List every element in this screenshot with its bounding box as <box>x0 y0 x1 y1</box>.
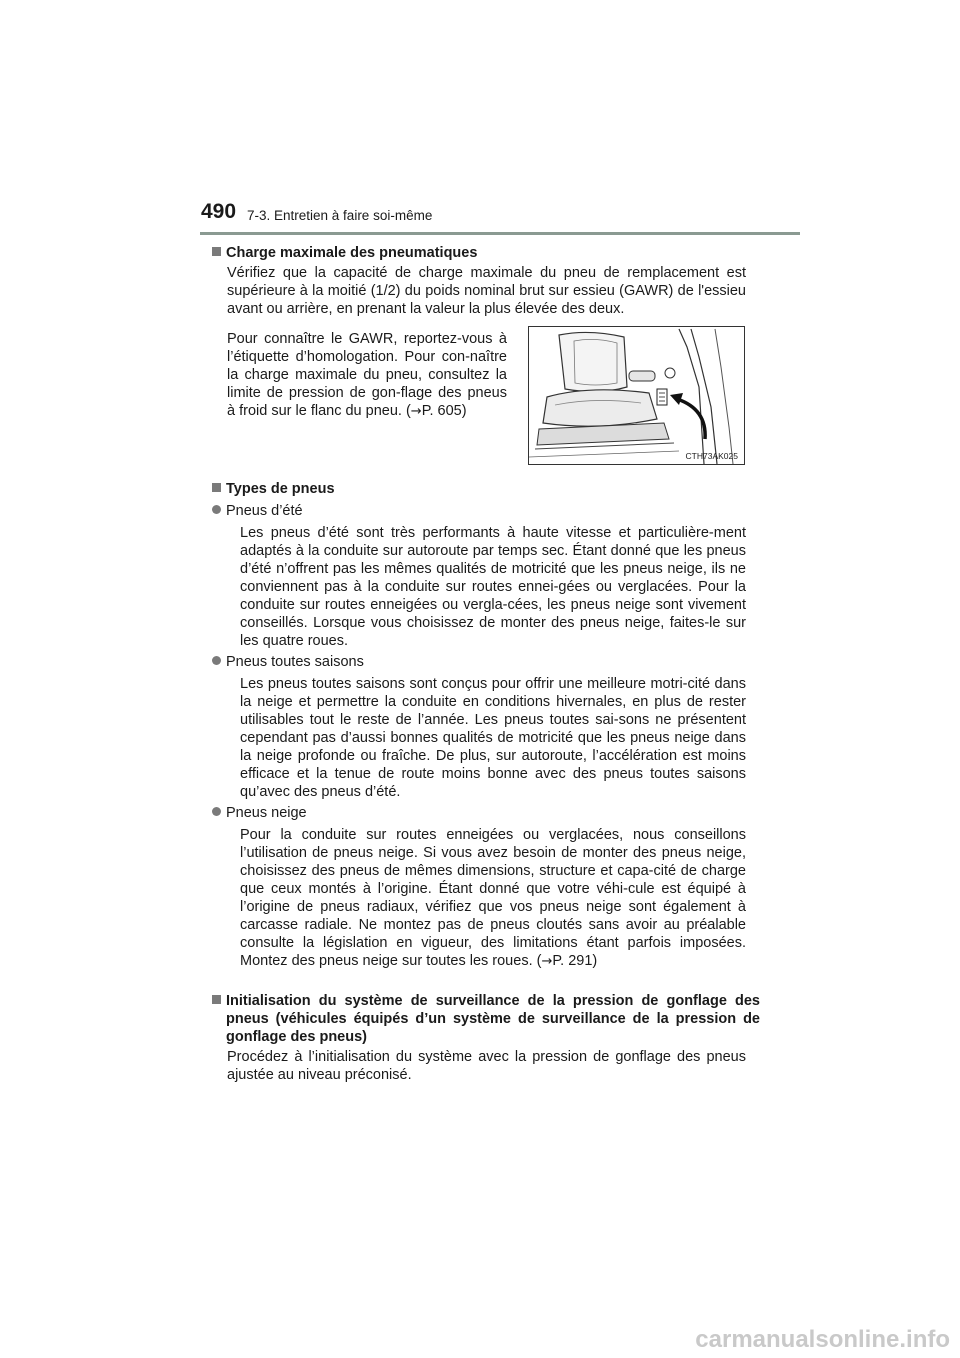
page-number: 490 <box>201 200 237 223</box>
seat-illustration <box>529 327 744 464</box>
snow-text <box>240 826 746 971</box>
arrow-icon: → <box>410 404 422 419</box>
charge-heading-text: Charge maximale des pneumatiques <box>226 245 478 261</box>
charge-heading <box>212 244 477 262</box>
arrow-icon: → <box>541 954 553 969</box>
init-heading-text: Initialisation du système de surveillance de la pression de gonflage des pneus (véhicules équipés d’un système de surveillance de la pression de gonflage des pneus) <box>226 993 760 1045</box>
charge-side-text-main: Pour connaître le GAWR, reportez-vous à l’étiquette d’homologation. Pour con-naître la charge maximale du pneu, consultez la limite de pression de gon-flage des pneus à froid sur le flanc du pneu. ( <box>227 331 507 419</box>
watermark: carmanualsonline.info <box>695 1326 950 1353</box>
summer-text: Les pneus d’été sont très performants à haute vitesse et particulière-ment adaptés à la conduite sur autoroute par temps sec. Étant donné que les pneus d’été n’offrent pas les mêmes qualités de motricité que les pneus neige, ils ne conviennent pas à la conduite sur routes ennei-gées ou verglacées. Pour la conduite sur routes enneigées ou vergla-cées, les pneus neige sont vivement conseillés. Lorsque vous choisissez de monter des pneus neige, faites-le sur les quatre roues. <box>240 525 746 649</box>
round-bullet-icon <box>212 656 221 665</box>
allseason-label: Pneus toutes saisons <box>226 654 364 670</box>
allseason-bullet <box>212 653 364 671</box>
snow-text-main: Pour la conduite sur routes enneigées ou verglacées, nous conseillons l’utilisation de pneus neige. Si vous avez besoin de monter des pneus neige, choisissez des pneus de mêmes dimensions, structure et capa-cité de charge que ceux montés à l’origine. Étant donné que votre véhi-cule est équipé à l’origine de pneus radiaux, vérifiez que vos pneus neige sont également à carcasse radiale. Ne montez pas de pneus cloutés sans avoir au préalable consulte la législation en vigueur, des limitations étant parfois imposées. Montez des pneus neige sur toutes les roues. ( <box>240 827 746 969</box>
charge-body: Vérifiez que la capacité de charge maximale du pneu de remplacement est supérieure à la moitié (1/2) du poids nominal brut sur essieu (GAWR) de l'essieu avant ou arrière, en prenant la valeur la plus élevée des deux. <box>227 265 746 317</box>
square-bullet-icon <box>212 247 221 256</box>
summer-label: Pneus d’été <box>226 503 303 519</box>
init-body: Procédez à l’initialisation du système avec la pression de gonflage des pneus ajustée au niveau préconisé. <box>227 1049 746 1083</box>
charge-side-ref: P. 605) <box>421 403 467 419</box>
round-bullet-icon <box>212 807 221 816</box>
types-heading <box>212 480 335 498</box>
charge-side-text <box>227 330 507 421</box>
round-bullet-icon <box>212 505 221 514</box>
seat-label-figure <box>528 326 745 465</box>
types-heading-text: Types de pneus <box>226 481 335 497</box>
figure-code: CTH73AK025 <box>685 451 738 461</box>
snow-bullet <box>212 804 307 822</box>
snow-label: Pneus neige <box>226 805 307 821</box>
init-heading <box>212 992 760 1046</box>
summer-bullet <box>212 502 303 520</box>
section-title: 7-3. Entretien à faire soi-même <box>247 208 433 223</box>
header-rule <box>200 232 800 235</box>
allseason-text: Les pneus toutes saisons sont conçus pour offrir une meilleure motri-cité dans la neige et permettre la conduite en conditions hivernales, en plus de rester utilisables tout le reste de l’année. Les pneus toutes sai-sons ne présentent cependant pas d’aussi bonnes qualités de motricité que les pneus neige dans la neige profonde ou fraîche. De plus, sur autoroute, l’accélération est moins efficace et la tenue de route moins bonne avec des pneus toutes saisons qu’avec des pneus d’été. <box>240 676 746 800</box>
snow-ref: P. 291) <box>552 953 598 969</box>
square-bullet-icon <box>212 995 221 1004</box>
square-bullet-icon <box>212 483 221 492</box>
